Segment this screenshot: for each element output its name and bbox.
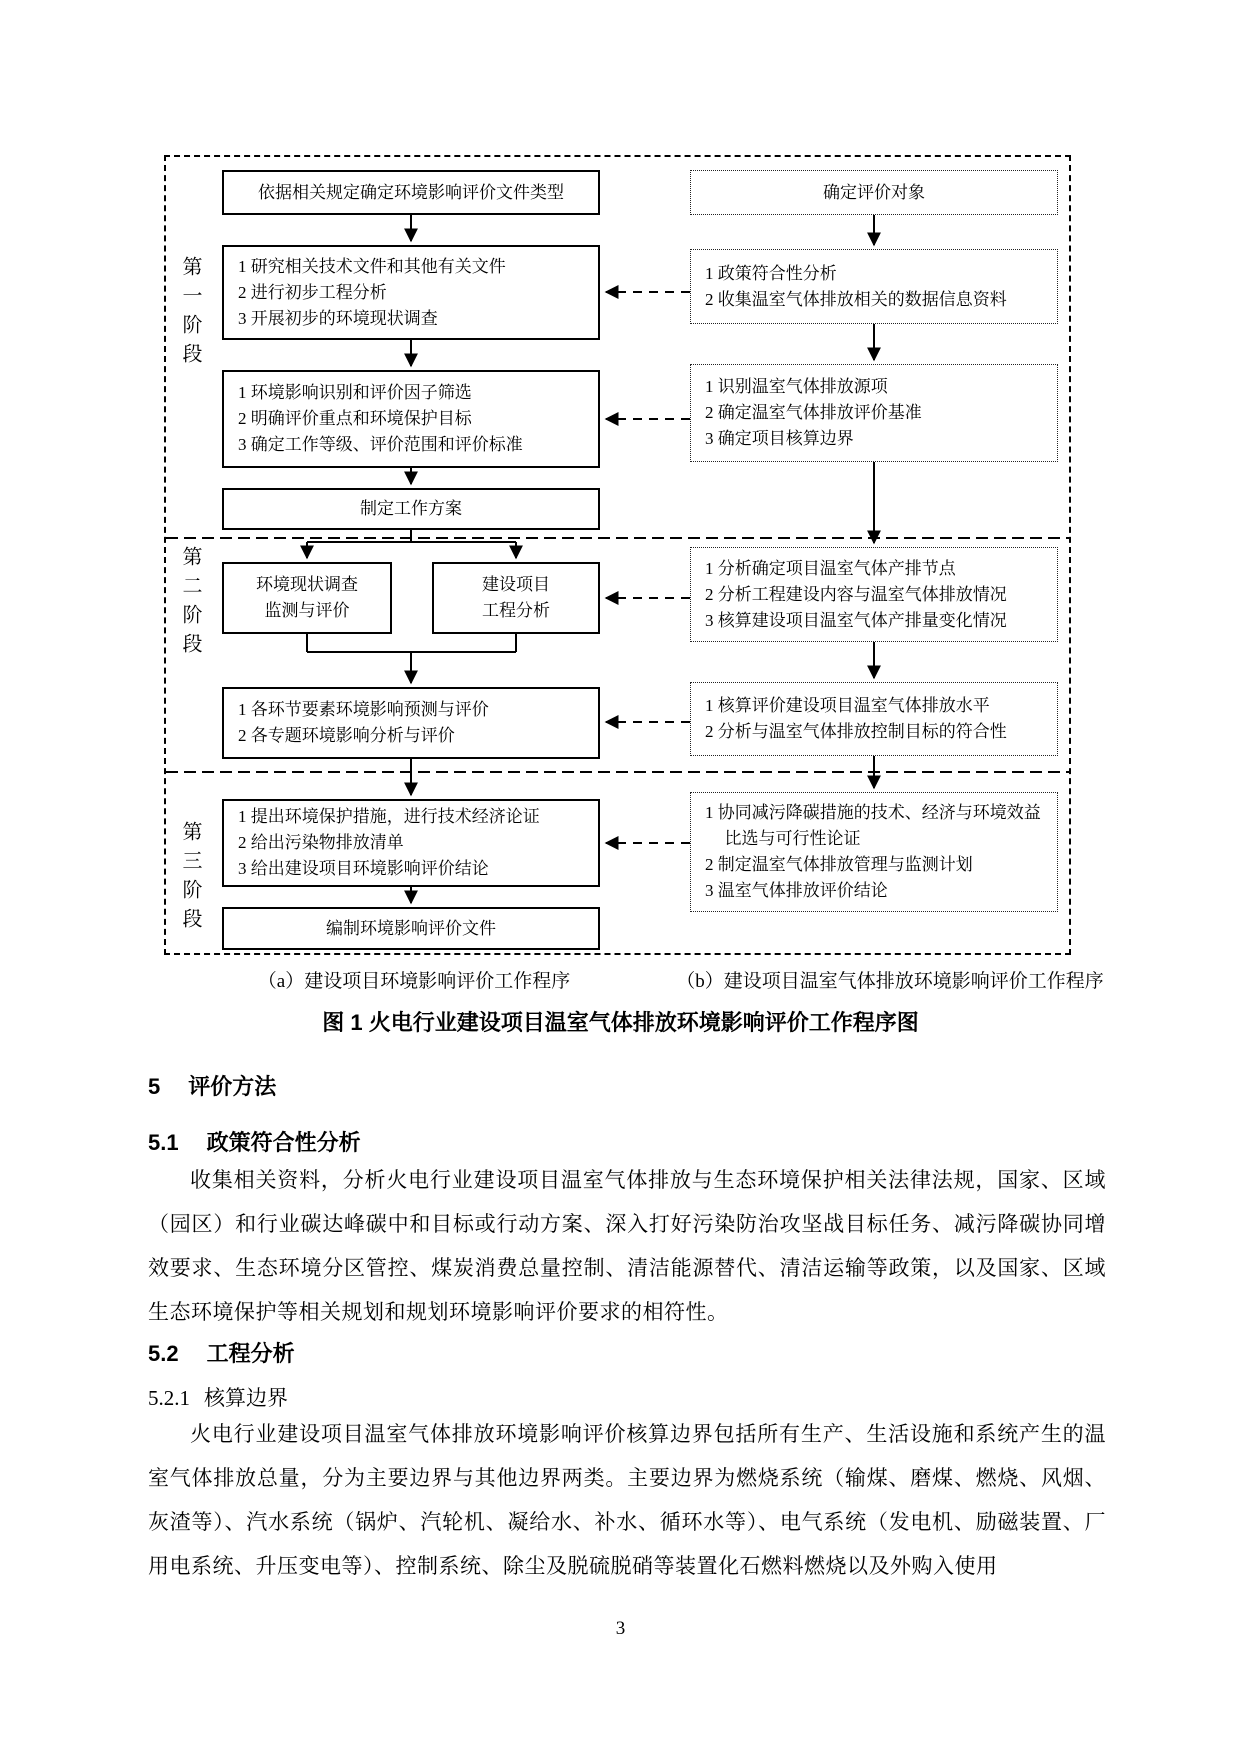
flow-box-a8 bbox=[222, 907, 600, 950]
flow-box-a5-right bbox=[432, 562, 600, 634]
flow-box-line: 2 制定温室气体排放管理与监测计划 bbox=[705, 855, 973, 874]
flow-box-line: 工程分析 bbox=[482, 601, 550, 620]
flow-box-line: 依据相关规定确定环境影响评价文件类型 bbox=[258, 182, 564, 202]
flow-box-line: 2 各专题环境影响分析与评价 bbox=[238, 726, 455, 745]
heading-number: 5.1 bbox=[148, 1130, 179, 1155]
figure-1-flowchart bbox=[164, 155, 1071, 955]
heading-number: 5 bbox=[148, 1074, 161, 1099]
paragraph-5-1: 收集相关资料，分析火电行业建设项目温室气体排放与生态环境保护相关法律法规，国家、区域（园区）和行业碳达峰碳中和目标或行动方案、深入打好污染防治攻坚战目标任务、减污降碳协同增效要求、生态环境分区管控、煤炭消费总量控制、清洁能源替代、清洁运输等政策，以及国家、区域生态环境保护等相关规划和规划环境影响评价要求的相符性。 bbox=[148, 1168, 1106, 1324]
flow-box-b4 bbox=[690, 547, 1058, 642]
flow-box-b6 bbox=[690, 792, 1058, 912]
flow-box-line: 3 给出建设项目环境影响评价结论 bbox=[238, 859, 489, 878]
flow-box-line: 制定工作方案 bbox=[360, 499, 462, 518]
flow-box-b1 bbox=[690, 170, 1058, 215]
flow-box-line: 2 收集温室气体排放相关的数据信息资料 bbox=[705, 289, 1007, 309]
flow-box-line: 1 核算评价建设项目温室气体排放水平 bbox=[705, 696, 990, 715]
flow-box-line: 1 政策符合性分析 bbox=[705, 263, 837, 283]
figure-caption-b: （b）建设项目温室气体排放环境影响评价工作程序 bbox=[676, 971, 1104, 992]
flow-box-line: 2 明确评价重点和环境保护目标 bbox=[238, 409, 472, 428]
flow-box-line: 监测与评价 bbox=[264, 601, 350, 620]
flow-box-line: 2 进行初步工程分析 bbox=[238, 282, 387, 302]
flow-box-line: 2 分析工程建设内容与温室气体排放情况 bbox=[705, 584, 1007, 604]
flow-box-a3 bbox=[222, 370, 600, 468]
heading-text: 核算边界 bbox=[204, 1386, 288, 1410]
flow-box-line: 1 环境影响识别和评价因子筛选 bbox=[238, 383, 472, 402]
page-number: 3 bbox=[615, 1618, 626, 1639]
flow-box-line: 3 开展初步的环境现状调查 bbox=[238, 308, 438, 328]
heading-5-2 bbox=[148, 1337, 295, 1368]
flow-box-line: 3 核算建设项目温室气体产排量变化情况 bbox=[705, 610, 1007, 630]
figure-title: 图 1 火电行业建设项目温室气体排放环境影响评价工作程序图 bbox=[322, 1010, 919, 1035]
flow-box-line: 2 确定温室气体排放评价基准 bbox=[705, 403, 922, 422]
flow-box-line: 环境现状调查 bbox=[256, 575, 358, 594]
flow-box-a7 bbox=[222, 799, 600, 887]
flow-box-line: 建设项目 bbox=[482, 575, 550, 594]
flow-box-line: 1 提出环境保护措施，进行技术经济论证 bbox=[238, 807, 540, 826]
stage-2-label: 第二阶段 bbox=[179, 546, 201, 662]
flow-box-line: 2 分析与温室气体排放控制目标的符合性 bbox=[705, 722, 1007, 741]
flow-box-b2 bbox=[690, 249, 1058, 324]
stage-3-label: 第三阶段 bbox=[179, 821, 201, 937]
heading-text: 评价方法 bbox=[188, 1074, 277, 1099]
flow-box-line: 1 识别温室气体排放源项 bbox=[705, 377, 888, 396]
flow-box-a5-left bbox=[222, 562, 392, 634]
flow-box-line: 1 分析确定项目温室气体产排节点 bbox=[705, 558, 956, 578]
stage-1-label: 第一阶段 bbox=[179, 256, 201, 372]
heading-5-2-1 bbox=[148, 1382, 288, 1412]
heading-number: 5.2.1 bbox=[148, 1386, 190, 1410]
flow-box-line: 1 研究相关技术文件和其他有关文件 bbox=[238, 256, 506, 276]
heading-text: 工程分析 bbox=[206, 1341, 295, 1366]
figure-caption-a: （a）建设项目环境影响评价工作程序 bbox=[257, 971, 571, 992]
flow-box-b5 bbox=[690, 682, 1058, 756]
flow-box-a1 bbox=[222, 170, 600, 215]
paragraph-5-2-1: 火电行业建设项目温室气体排放环境影响评价核算边界包括所有生产、生活设施和系统产生的温室气体排放总量，分为主要边界与其他边界两类。主要边界为燃烧系统（输煤、磨煤、燃烧、风烟、灰渣等）、汽水系统（锅炉、汽轮机、凝给水、补水、循环水等）、电气系统（发电机、励磁装置、厂用电系统、升压变电等）、控制系统、除尘及脱硫脱硝等装置化石燃料燃烧以及外购入使用 bbox=[148, 1422, 1106, 1578]
flow-box-line: 确定评价对象 bbox=[823, 182, 925, 202]
flow-box-a4 bbox=[222, 488, 600, 530]
flow-box-line: 2 给出污染物排放清单 bbox=[238, 833, 404, 852]
flow-box-a2 bbox=[222, 245, 600, 340]
heading-number: 5.2 bbox=[148, 1341, 179, 1366]
flow-box-line: 3 温室气体排放评价结论 bbox=[705, 881, 888, 900]
flow-box-line: 1 协同减污降碳措施的技术、经济与环境效益比选与可行性论证 bbox=[705, 803, 1041, 848]
flow-box-line: 1 各环节要素环境影响预测与评价 bbox=[238, 700, 489, 719]
heading-5-1 bbox=[148, 1126, 361, 1157]
flow-box-b3 bbox=[690, 364, 1058, 462]
flow-box-line: 3 确定项目核算边界 bbox=[705, 429, 854, 448]
flow-box-line: 编制环境影响评价文件 bbox=[326, 918, 496, 938]
heading-text: 政策符合性分析 bbox=[206, 1130, 361, 1155]
flow-box-a6 bbox=[222, 687, 600, 759]
flow-box-line: 3 确定工作等级、评价范围和评价标准 bbox=[238, 435, 523, 454]
heading-5 bbox=[148, 1070, 276, 1101]
